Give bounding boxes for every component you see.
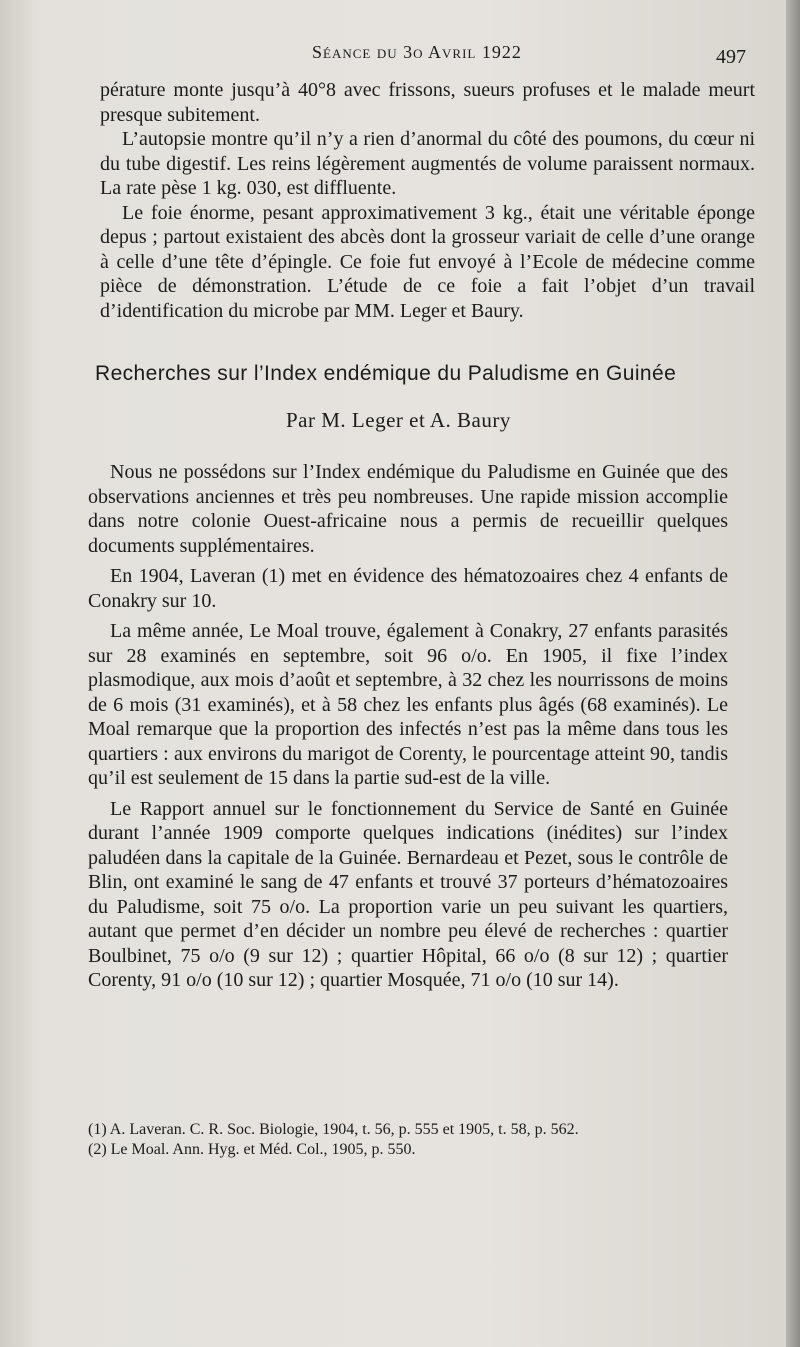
paragraph: Nous ne possédons sur l’Index endémique du Paludisme en Guinée que des observations anciennes et très peu nombreuses. Une rapide mission accomplie dans notre colonie Ouest-africaine nous a permis de recueillir quelques documents supplémentaires. xyxy=(88,461,728,557)
article-body xyxy=(88,460,728,999)
paragraph: La même année, Le Moal trouve, également à Conakry, 27 enfants parasités sur 28 examinés en septembre, soit 96 o/o. En 1905, il fixe l’index plasmodique, aux mois d’août et septembre, à 32 chez les nourrissons de moins de 6 mois (31 examinés), et à 58 chez les enfants plus âgés (68 examinés). Le Moal remarque que la proportion des infectés n’est pas la même dans tous les quartiers : aux environs du marigot de Corenty, le pourcentage atteint 90, tandis qu’il est seulement de 15 dans la partie sud-est de la ville. xyxy=(88,620,728,789)
paragraph: Le foie énorme, pesant approximativement 3 kg., était une véritable éponge depus ; partout existaient des abcès dont la grosseur variait de celle d’une orange à celle d’une tête d’épingle. Ce foie fut envoyé à l’Ecole de médecine comme pièce de démonstration. L’étude de ce foie a fait l’objet d’un travail d’identification du microbe par MM. Leger et Baury. xyxy=(100,201,755,322)
article-title: Recherches sur l’Index endémique du Paludisme en Guinée xyxy=(95,362,677,385)
footnote: (1) A. Laveran. C. R. Soc. Biologie, 1904, t. 56, p. 555 et 1905, t. 58, p. 562. xyxy=(88,1121,579,1138)
page-gutter-shadow xyxy=(786,0,800,1347)
continued-text xyxy=(100,78,755,323)
footnotes xyxy=(88,1120,728,1160)
paragraph: L’autopsie montre qu’il n’y a rien d’anormal du côté des poumons, du cœur ni du tube digestif. Les reins légèrement augmentés de volume paraissent normaux. La rate pèse 1 kg. 030, est diffluente. xyxy=(100,128,755,199)
running-title: Séance du 3o Avril 1922 xyxy=(312,42,522,62)
paragraph: pérature monte jusqu’à 40°8 avec frissons, sueurs profuses et le malade meurt presque subitement. xyxy=(100,79,755,126)
article-authors: Par M. Leger et A. Baury xyxy=(286,408,511,432)
footnote: (2) Le Moal. Ann. Hyg. et Méd. Col., 1905, p. 550. xyxy=(88,1141,416,1158)
page-number: 497 xyxy=(716,46,746,68)
paragraph: En 1904, Laveran (1) met en évidence des hématozoaires chez 4 enfants de Conakry sur 10. xyxy=(88,565,728,612)
paragraph: Le Rapport annuel sur le fonctionnement du Service de Santé en Guinée durant l’année 1909 comporte quelques indications (inédites) sur l’index paludéen dans la capitale de la Guinée. Bernardeau et Pezet, sous le contrôle de Blin, ont examiné le sang de 47 enfants et trouvé 37 porteurs d’hématozoaires du Paludisme, soit 75 o/o. La proportion varie un peu suivant les quartiers, autant que permet d’en décider un nombre peu élevé de recherches : quartier Boulbinet, 75 o/o (9 sur 12) ; quartier Hôpital, 66 o/o (8 sur 12) ; quartier Corenty, 91 o/o (10 sur 12) ; quartier Mosquée, 71 o/o (10 sur 14). xyxy=(88,797,728,991)
page-header xyxy=(0,40,800,70)
